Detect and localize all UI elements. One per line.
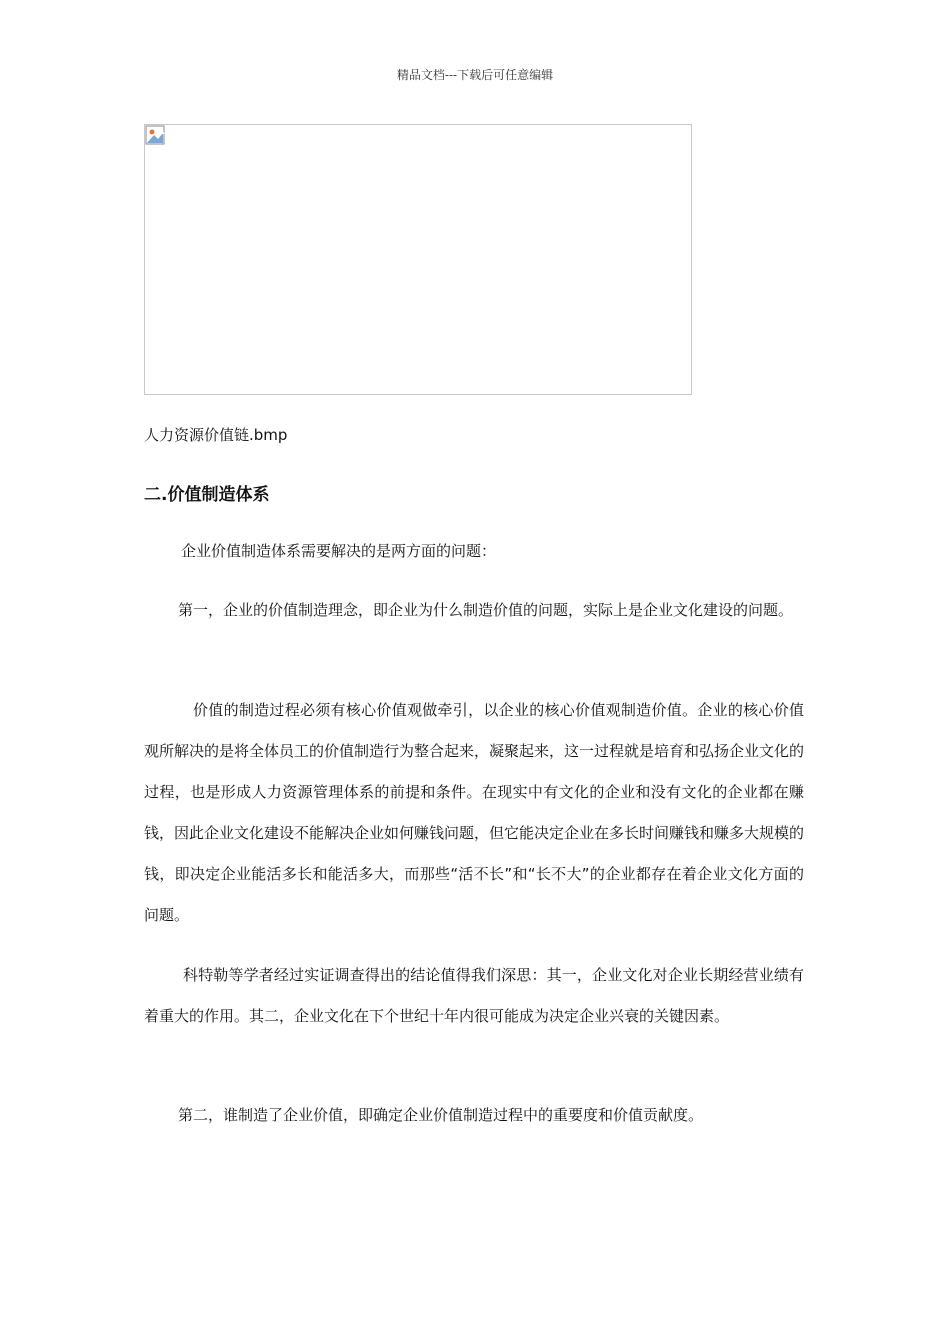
paragraph-intro: 企业价值制造体系需要解决的是两方面的问题： [181, 542, 497, 560]
page-header: 精品文档---下载后可任意编辑 [396, 68, 554, 82]
paragraph-kotler: 科特勒等学者经过实证调查得出的结论值得我们深思：其一，企业文化对企业长期经营业绩有着重大的作用。其二，企业文化在下个世纪十年内很可能成为决定企业兴衰的关键因素。 [144, 966, 804, 1025]
broken-image-icon [145, 125, 165, 145]
section-heading: 二.价值制造体系 [144, 485, 270, 505]
paragraph-second-point: 第二，谁制造了企业价值，即确定企业价值制造过程中的重要度和价值贡献度。 [178, 1106, 704, 1124]
figure-image-placeholder [144, 124, 692, 395]
figure-caption: 人力资源价值链.bmp [144, 426, 288, 444]
paragraph-core-values: 价值的制造过程必须有核心价值观做牵引，以企业的核心价值观制造价值。企业的核心价值观所解决的是将全体员工的价值制造行为整合起来，凝聚起来，这一过程就是培育和弘扬企业文化的过程，也是形成人力资源管理体系的前提和条件。在现实中有文化的企业和没有文化的企业都在赚钱，因此企业文化建设不能解决企业如何赚钱问题，但它能决定企业在多长时间赚钱和赚多大规模的钱，即决定企业能活多长和能活多大，而那些“活不长”和“长不大”的企业都存在着企业文化方面的问题。 [144, 701, 805, 924]
paragraph-first-point: 第一，企业的价值制造理念，即企业为什么制造价值的问题，实际上是企业文化建设的问题。 [178, 601, 794, 619]
